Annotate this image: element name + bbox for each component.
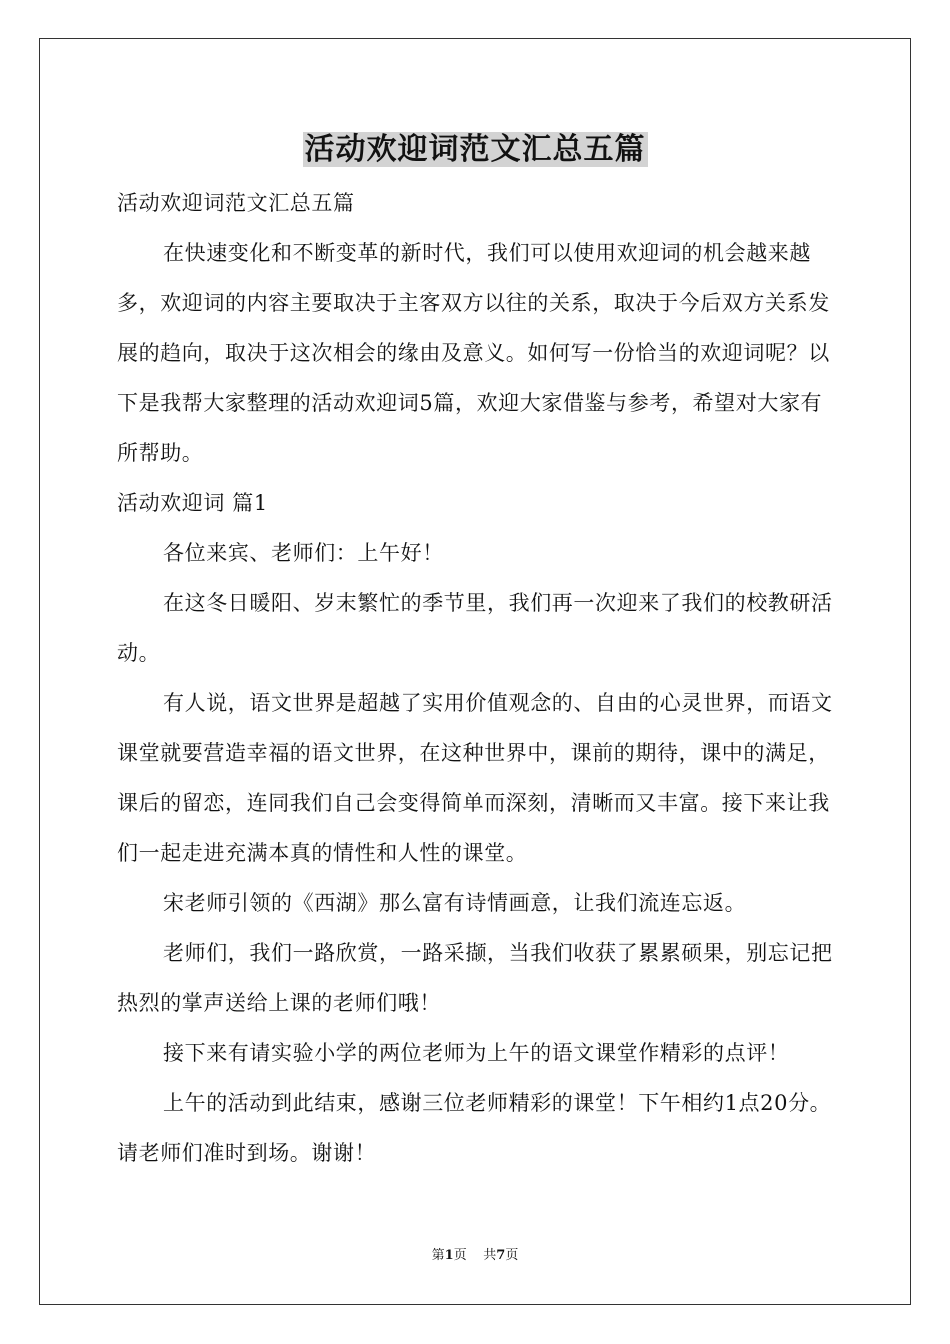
paragraph-subtitle: 活动欢迎词范文汇总五篇	[117, 191, 355, 215]
section-heading: 活动欢迎词 篇1	[117, 491, 268, 515]
page-footer	[0, 1246, 950, 1266]
paragraph-intro: 在快速变化和不断变革的新时代，我们可以使用欢迎词的机会越来越多，欢迎词的内容主要取决于主客双方以往的关系，取决于今后双方关系发展的趋向，取决于这次相会的缘由及意义。如何写一份恰当的欢迎词呢？以下是我帮大家整理的活动欢迎词5篇，欢迎大家借鉴与参考，希望对大家有所帮助。	[117, 241, 830, 465]
paragraph: 上午的活动到此结束，感谢三位老师精彩的课堂！下午相约1点20分。请老师们准时到场。谢谢！	[117, 1091, 832, 1165]
page-unit: 页	[453, 1248, 467, 1263]
current-page-number: 1	[444, 1248, 454, 1263]
paragraph: 老师们，我们一路欣赏，一路采撷，当我们收获了累累硕果，别忘记把热烈的掌声送给上课的老师们哦！	[117, 941, 833, 1015]
paragraph: 宋老师引领的《西湖》那么富有诗情画意，让我们流连忘返。	[163, 891, 747, 915]
total-pages-number: 7	[496, 1248, 506, 1263]
paragraph: 有人说，语文世界是超越了实用价值观念的、自由的心灵世界，而语文课堂就要营造幸福的语文世界，在这种世界中，课前的期待，课中的满足，课后的留恋，连同我们自己会变得简单而深刻，清晰而又丰富。接下来让我们一起走进充满本真的情性和人性的课堂。	[117, 691, 833, 865]
paragraph: 接下来有请实验小学的两位老师为上午的语文课堂作精彩的点评！	[163, 1041, 790, 1065]
page-prefix: 第	[431, 1248, 445, 1263]
total-unit: 页	[505, 1248, 519, 1263]
document-title-text: 活动欢迎词范文汇总五篇	[304, 132, 646, 167]
total-prefix: 共	[483, 1248, 497, 1263]
document-title	[0, 128, 950, 172]
paragraph-greeting: 各位来宾、老师们：上午好！	[163, 541, 444, 565]
document-body	[117, 178, 835, 1178]
paragraph: 在这冬日暖阳、岁末繁忙的季节里，我们再一次迎来了我们的校教研活动。	[117, 591, 833, 665]
